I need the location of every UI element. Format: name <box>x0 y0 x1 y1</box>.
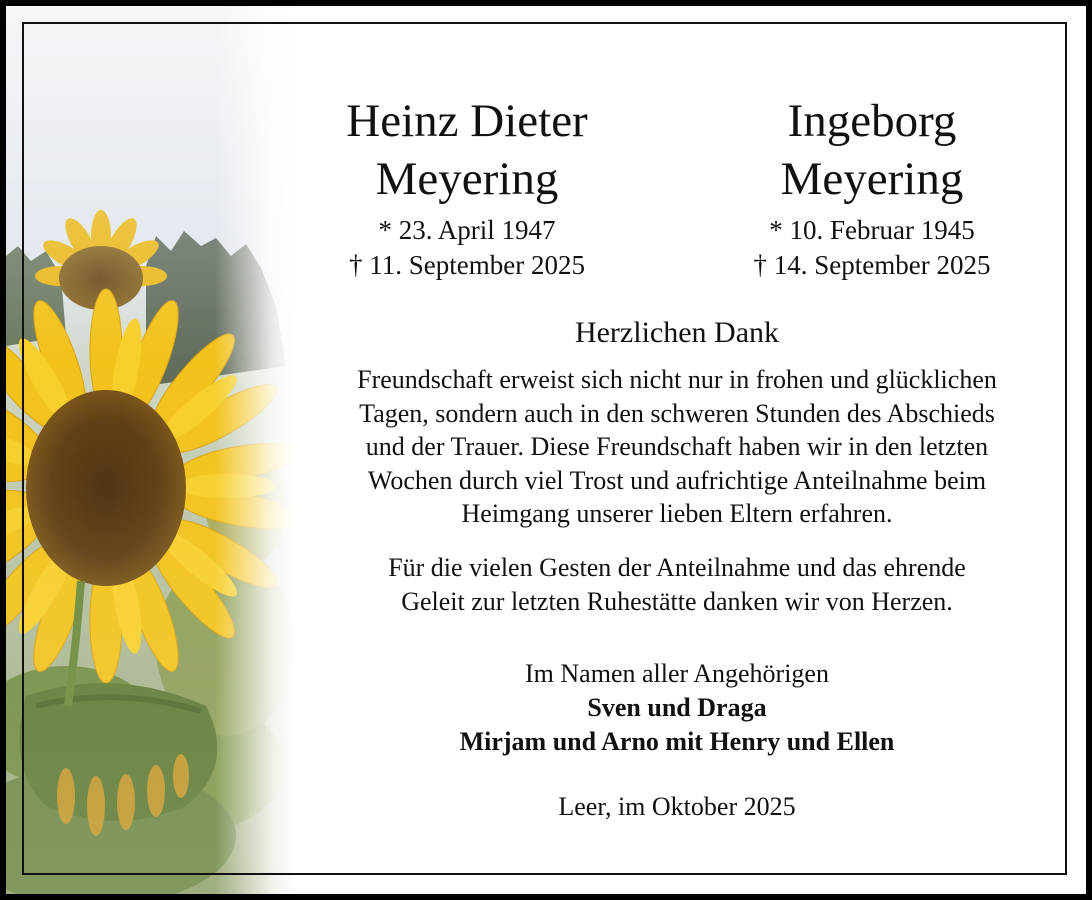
obituary-card <box>6 6 1086 894</box>
paragraph-1-line: Freundschaft erweist sich nicht nur in frohen und glücklichen <box>357 365 997 394</box>
signature-names-2: Mirjam und Arno mit Henry und Ellen <box>459 727 895 756</box>
signature-block <box>296 657 1058 759</box>
thanks-paragraph-1 <box>296 363 1058 531</box>
name-left <box>287 92 647 208</box>
death-date-left: † 11. September 2025 <box>349 250 585 280</box>
place-date: Leer, im Oktober 2025 <box>558 792 796 821</box>
name-left-line2: Meyering <box>375 153 559 205</box>
paragraph-1-line: Heimgang unserer lieben Eltern erfahren. <box>461 499 893 528</box>
paragraph-1-line: und der Trauer. Diese Freundschaft haben wir in den letzten <box>365 432 989 461</box>
sunflower-photo <box>6 6 296 894</box>
death-date-right: † 14. September 2025 <box>753 250 991 280</box>
name-right <box>692 92 1052 208</box>
paragraph-1-line: Wochen durch viel Trost und aufrichtige Anteilnahme beim <box>367 465 987 495</box>
paragraph-1-line: Tagen, sondern auch in den schweren Stunden des Abschieds <box>359 398 995 428</box>
dates-left <box>287 213 647 283</box>
paragraph-2-line: Geleit zur letzten Ruhestätte danken wir von Herzen. <box>401 586 953 616</box>
thanks-heading: Herzlichen Dank <box>574 316 780 349</box>
name-right-line1: Ingeborg <box>787 95 957 147</box>
dates-right <box>692 213 1052 283</box>
signature-intro: Im Namen aller Angehörigen <box>525 659 829 688</box>
name-left-line1: Heinz Dieter <box>346 95 588 147</box>
birth-date-left: * 23. April 1947 <box>378 215 556 245</box>
signature-names-1: Sven und Draga <box>587 693 767 722</box>
birth-date-right: * 10. Februar 1945 <box>769 215 975 245</box>
name-right-line2: Meyering <box>780 153 964 205</box>
thanks-paragraph-2 <box>296 551 1058 618</box>
paragraph-2-line: Für die vielen Gesten der Anteilnahme und das ehrende <box>388 553 966 582</box>
